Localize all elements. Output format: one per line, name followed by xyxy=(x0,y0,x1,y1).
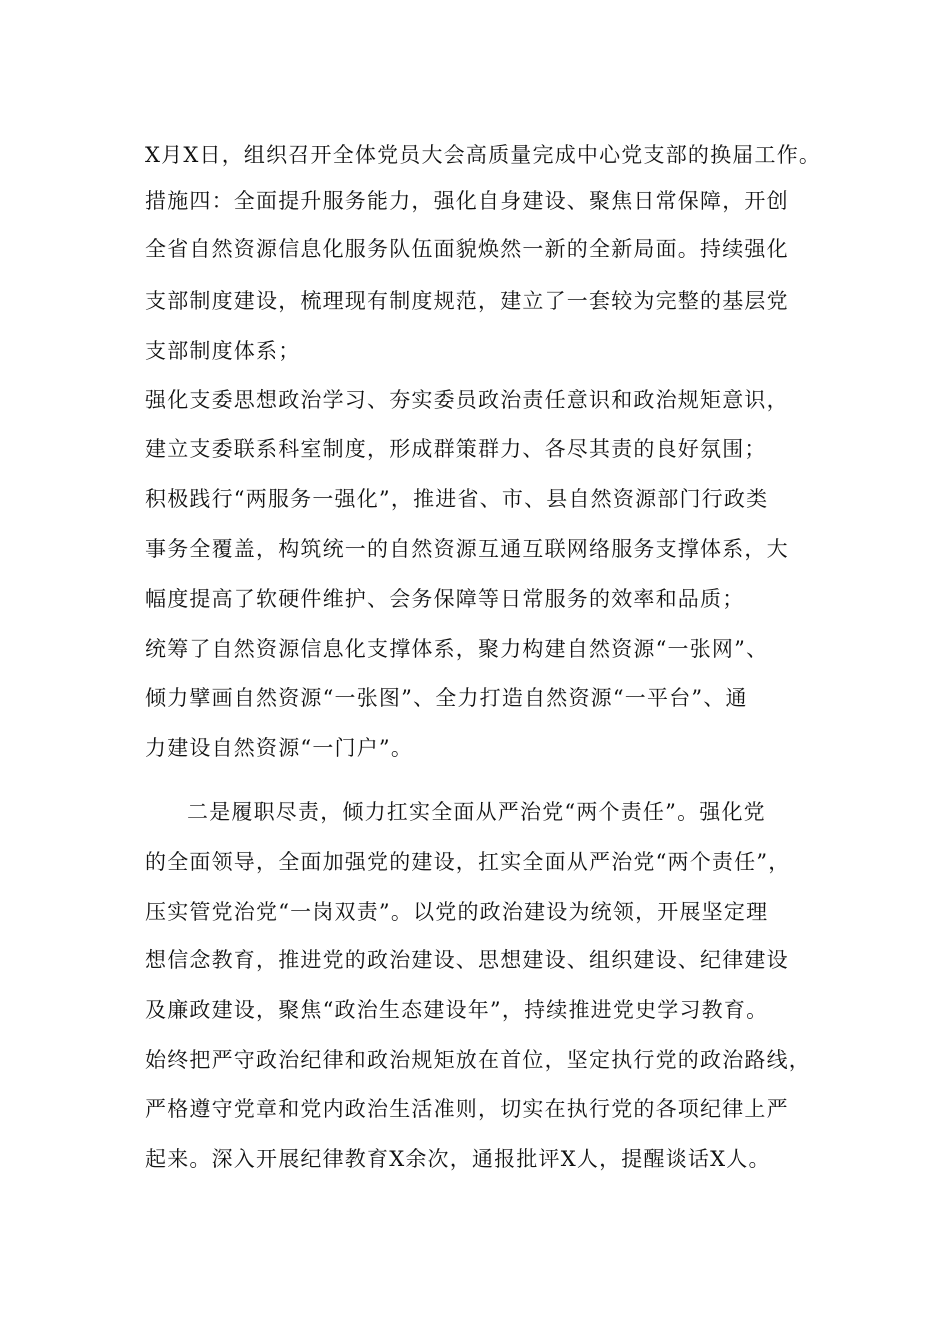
text-line-4: 支部制度建设，梳理现有制度规范，建立了一套较为完整的基层党 xyxy=(145,289,789,313)
text-line-9: 事务全覆盖，构筑统一的自然资源互通互联网络服务支撑体系，大 xyxy=(145,537,789,561)
text-line-11: 统筹了自然资源信息化支撑体系，聚力构建自然资源“一张网”、 xyxy=(145,637,769,661)
text-line-13: 力建设自然资源“一门户”。 xyxy=(145,736,414,760)
paragraph-2-line-2: 的全面领导，全面加强党的建设，扛实全面从严治党“两个责任”， xyxy=(145,850,791,874)
paragraph-2-line-1: 二是履职尽责，倾力扛实全面从严治党“两个责任”。强化党 xyxy=(187,800,766,824)
paragraph-2-line-8: 起来。深入开展纪律教育X余次，通报批评X人，提醒谈话X人。 xyxy=(145,1147,771,1171)
text-line-3: 全省自然资源信息化服务队伍面貌焕然一新的全新局面。持续强化 xyxy=(145,237,789,261)
text-line-7: 建立支委联系科室制度，形成群策群力、各尽其责的良好氛围； xyxy=(145,437,767,461)
paragraph-2-line-4: 想信念教育，推进党的政治建设、思想建设、组织建设、纪律建设 xyxy=(145,948,789,972)
text-line-12: 倾力擘画自然资源“一张图”、全力打造自然资源“一平台”、通 xyxy=(145,686,748,710)
text-line-6: 强化支委思想政治学习、夯实委员政治责任意识和政治规矩意识， xyxy=(145,388,789,412)
paragraph-2-line-7: 严格遵守党章和党内政治生活准则，切实在执行党的各项纪律上严 xyxy=(145,1097,789,1121)
paragraph-2-line-6: 始终把严守政治纪律和政治规矩放在首位，坚定执行党的政治路线， xyxy=(145,1048,811,1072)
text-line-1: X月X日，组织召开全体党员大会高质量完成中心党支部的换届工作。 xyxy=(145,143,822,167)
text-line-5: 支部制度体系； xyxy=(145,339,301,363)
text-line-2: 措施四：全面提升服务能力，强化自身建设、聚焦日常保障，开创 xyxy=(145,189,789,213)
text-line-10: 幅度提高了软硬件维护、会务保障等日常服务的效率和品质； xyxy=(145,587,745,611)
paragraph-2-line-3: 压实管党治党“一岗双责”。以党的政治建设为统领，开展坚定理 xyxy=(145,900,769,924)
text-line-8: 积极践行“两服务一强化”，推进省、市、县自然资源部门行政类 xyxy=(145,487,769,511)
paragraph-2-line-5: 及廉政建设，聚焦“政治生态建设年”，持续推进党史学习教育。 xyxy=(145,998,769,1022)
